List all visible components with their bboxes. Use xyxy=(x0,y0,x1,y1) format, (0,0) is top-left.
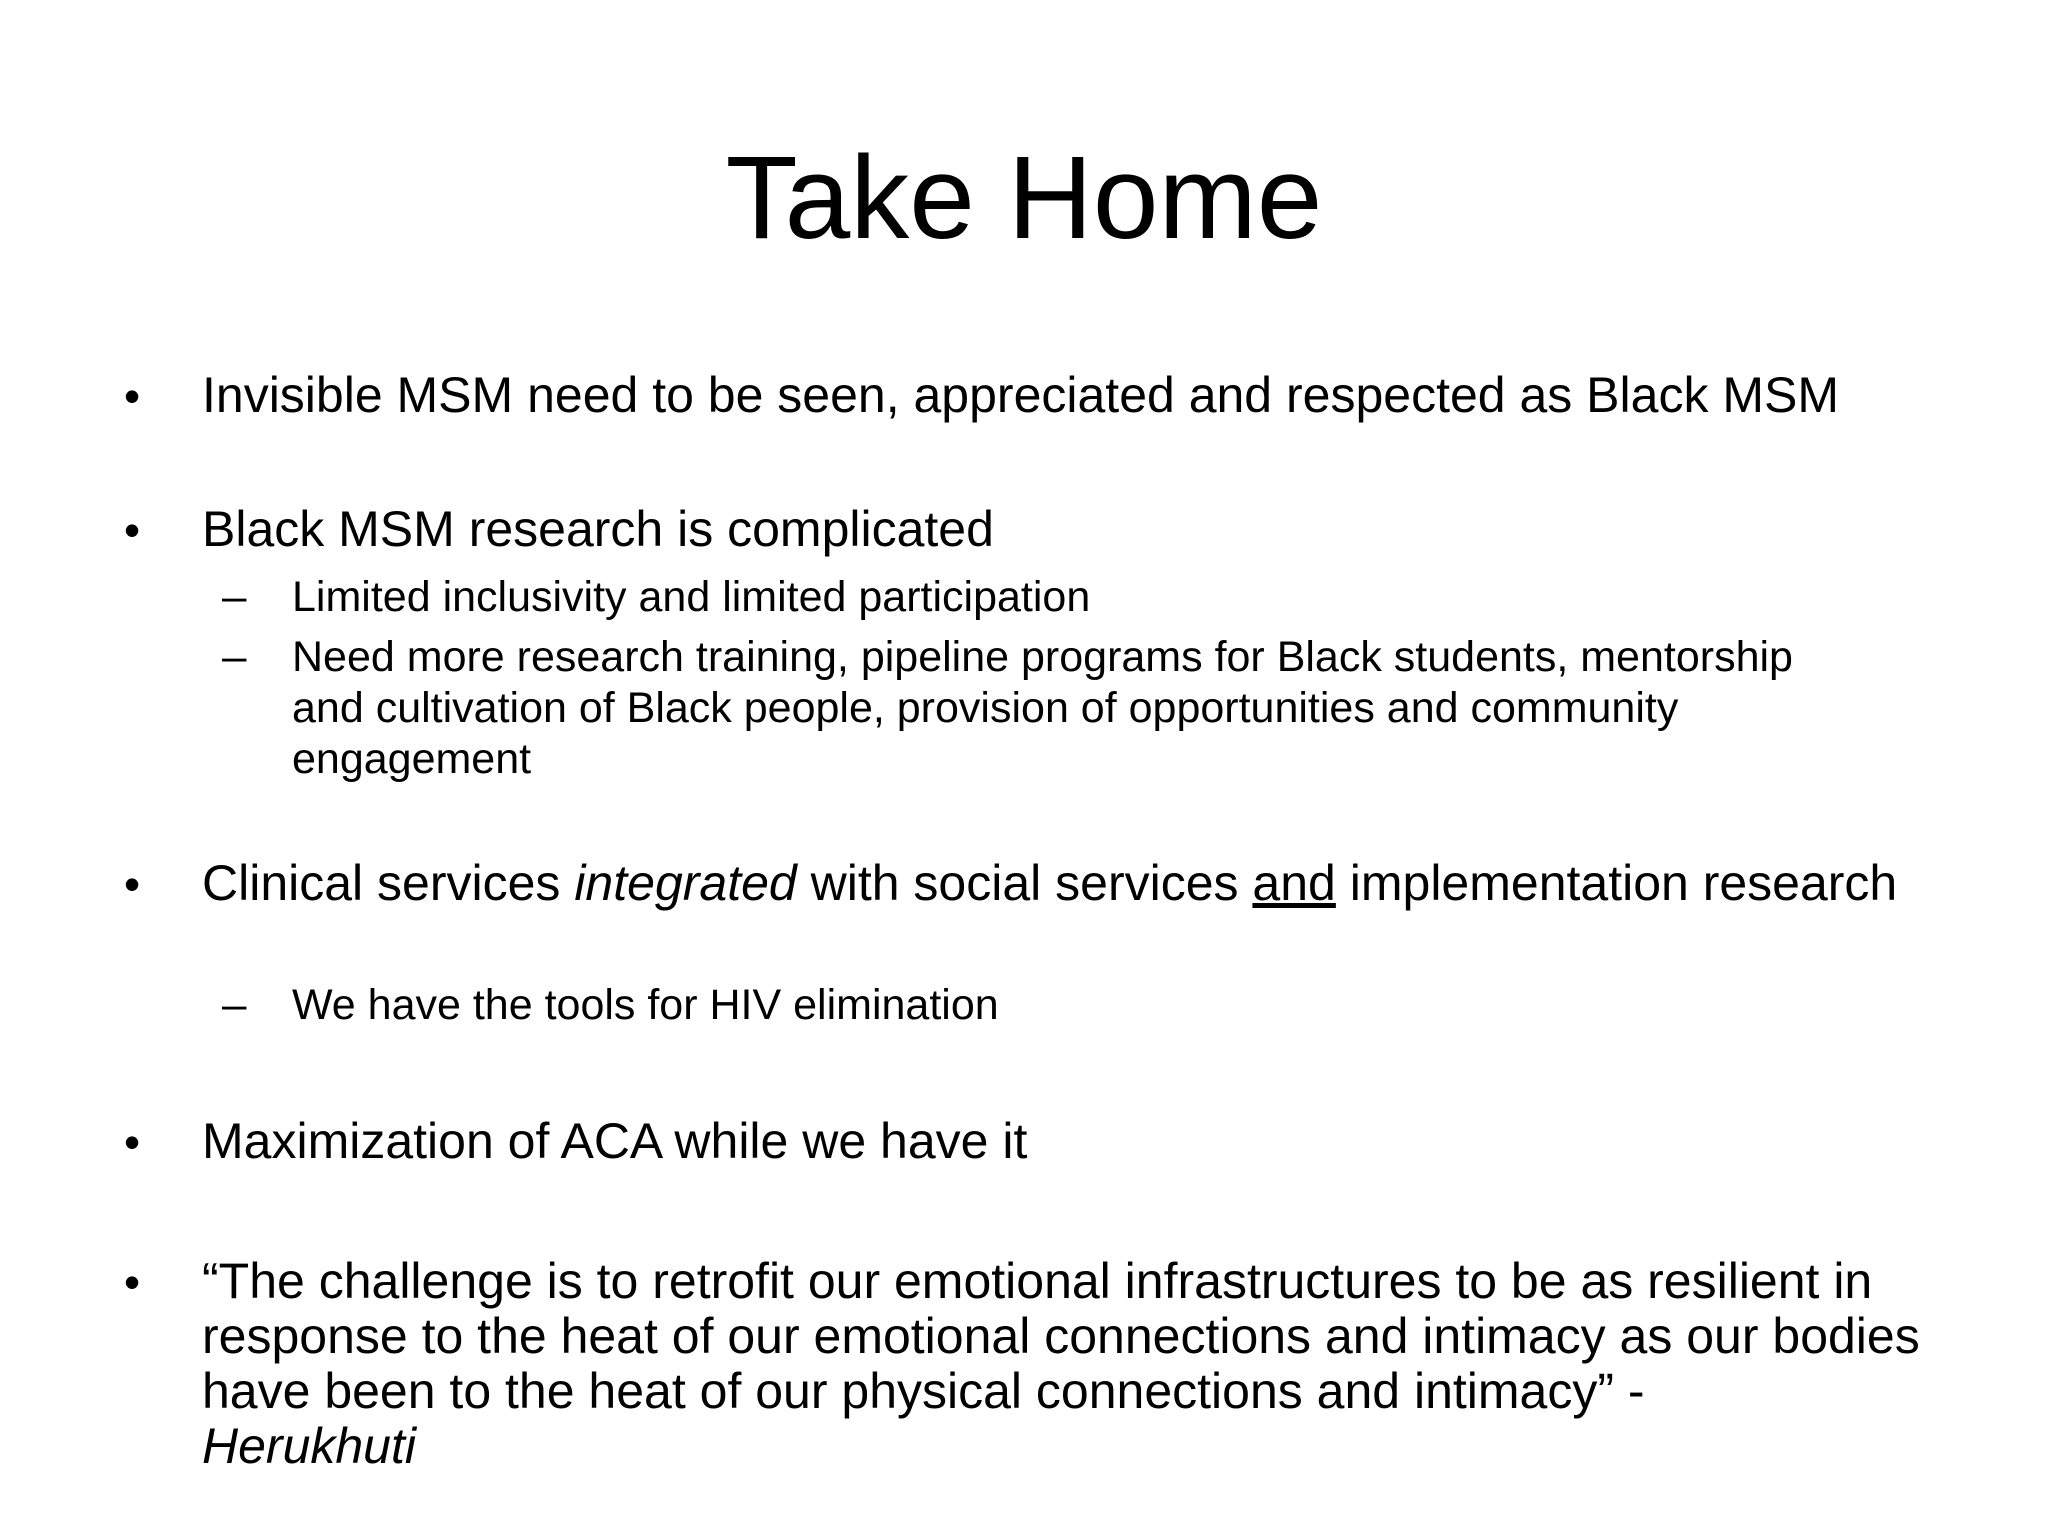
bullet-text-part: implementation research xyxy=(1335,855,1898,911)
bullet-dot: • xyxy=(124,370,141,422)
sub-bullet-text: We have the tools for HIV elimination xyxy=(292,981,999,1029)
bullet-dot: • xyxy=(124,1116,141,1168)
bullet-dot: • xyxy=(124,1256,141,1308)
quote-author: Herukhuti xyxy=(202,1418,416,1474)
bullet-dot: • xyxy=(124,858,141,910)
sub-bullet-dash: – xyxy=(222,572,247,621)
sub-bullet-text: Limited inclusivity and limited participation xyxy=(292,573,1091,621)
sub-bullet-text: Need more research training, pipeline programs for Black students, mentorship and cultivation of Black people, provision of opportunities and community engagement xyxy=(292,633,1793,783)
bullet-text-underline: and xyxy=(1252,855,1336,911)
slide-title: Take Home xyxy=(725,132,1323,264)
bullet-dot: • xyxy=(124,504,141,556)
sub-bullet-dash: – xyxy=(222,980,247,1029)
bullet-text xyxy=(202,856,1962,911)
bullet-text: Black MSM research is complicated xyxy=(202,501,994,557)
quote-body: “The challenge is to retrofit our emotional infrastructures to be as resilient in response to the heat of our emotional connections and intimacy as our bodies have been to the heat of our physical connections and intimacy” - xyxy=(202,1253,1920,1419)
quote-text xyxy=(202,1254,1942,1474)
sub-bullet-dash: – xyxy=(222,632,247,681)
bullet-text: Invisible MSM need to be seen, appreciated and respected as Black MSM xyxy=(202,367,1839,423)
bullet-text-part: Clinical services xyxy=(202,855,575,911)
bullet-text-part: with social services xyxy=(796,855,1253,911)
bullet-text-italic: integrated xyxy=(574,855,797,911)
bullet-text: Maximization of ACA while we have it xyxy=(202,1113,1028,1169)
